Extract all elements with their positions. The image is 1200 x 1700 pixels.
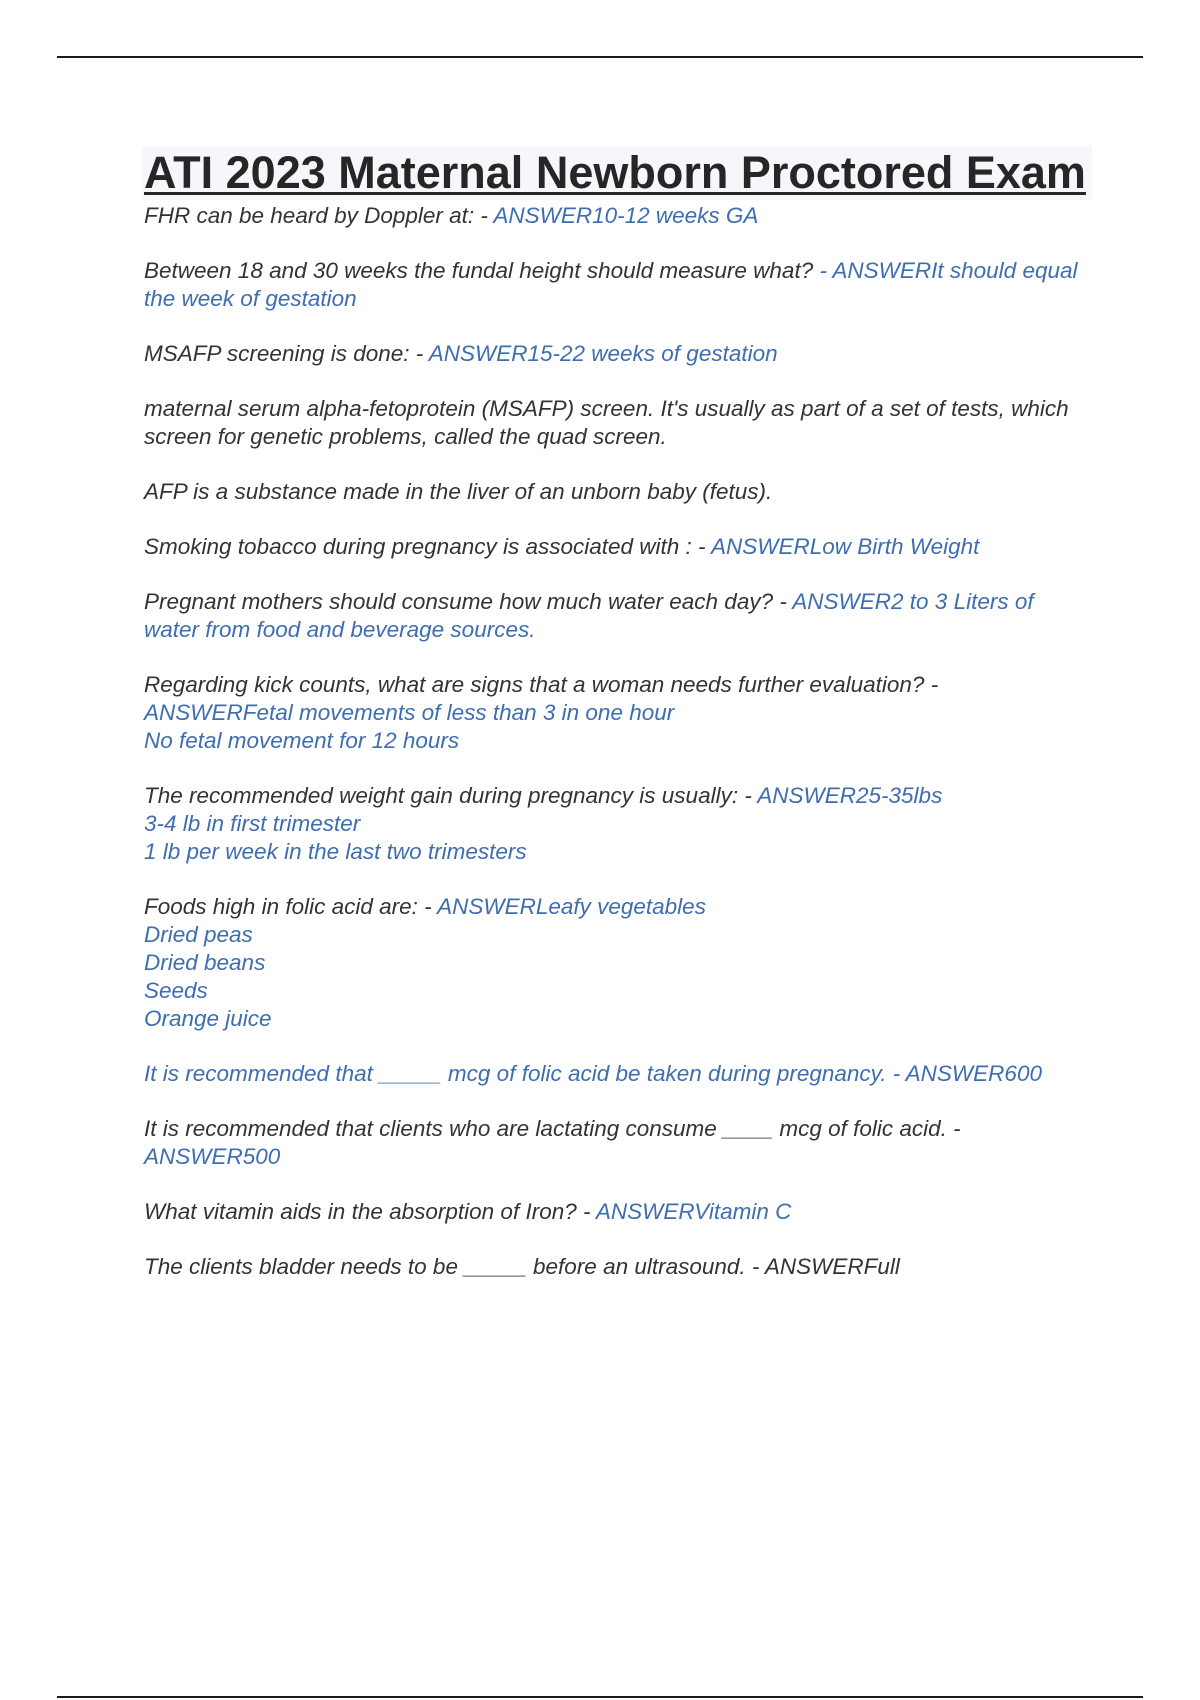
qa-item-iron-absorption	[144, 1198, 1092, 1226]
answer-text: ANSWER25-35lbs	[757, 783, 943, 808]
answer-text: ANSWERLeafy vegetables	[437, 894, 706, 919]
qa-item-msafp	[144, 340, 1092, 368]
question-text: Regarding kick counts, what are signs that a woman needs further evaluation? -	[144, 672, 939, 697]
question-text: Between 18 and 30 weeks the fundal height should measure what?	[144, 258, 820, 283]
bottom-rule	[57, 1696, 1143, 1698]
answer-text: ANSWER15-22 weeks of gestation	[428, 341, 778, 366]
top-rule	[57, 56, 1143, 58]
answer-text: ANSWERVitamin C	[595, 1199, 792, 1224]
qa-item-smoking	[144, 533, 1092, 561]
title-block	[142, 146, 1092, 200]
answer-line: Seeds	[144, 978, 208, 1003]
document-body	[144, 146, 1092, 1308]
qa-item-folic-lactating	[144, 1115, 1092, 1171]
note-text: maternal serum alpha-fetoprotein (MSAFP) screen. It's usually as part of a set of tests, which screen for genetic problems, called the quad screen.	[144, 396, 1069, 449]
qa-item-bladder-ultrasound	[144, 1253, 1092, 1281]
question-text: MSAFP screening is done: -	[144, 341, 429, 366]
answer-line: Dried peas	[144, 922, 253, 947]
qa-item-fundal-height	[144, 257, 1092, 313]
answer-text: - ANSWERIt should equal the week of gestation	[144, 258, 1078, 311]
qa-item-weight-gain	[144, 782, 1092, 866]
question-text: FHR can be heard by Doppler at: -	[144, 203, 494, 228]
note-afp-definition	[144, 478, 1092, 506]
question-text: Foods high in folic acid are: -	[144, 894, 438, 919]
answer-line: 1 lb per week in the last two trimesters	[144, 839, 527, 864]
answer-line: 3-4 lb in first trimester	[144, 811, 361, 836]
question-answer-text: The clients bladder needs to be _____ before an ultrasound. - ANSWERFull	[144, 1254, 900, 1279]
qa-item-kick-counts	[144, 671, 1092, 755]
qa-item-folic-pregnancy	[144, 1060, 1092, 1088]
answer-line: Orange juice	[144, 1006, 272, 1031]
answer-line: No fetal movement for 12 hours	[144, 728, 460, 753]
answer-text: ANSWER500	[144, 1144, 281, 1169]
question-answer-text: It is recommended that _____ mcg of folic acid be taken during pregnancy. - ANSWER600	[144, 1061, 1042, 1086]
answer-text: ANSWER10-12 weeks GA	[493, 203, 759, 228]
question-text: The recommended weight gain during pregnancy is usually: -	[144, 783, 758, 808]
answer-line: Dried beans	[144, 950, 266, 975]
answer-text: ANSWER2 to 3 Liters of water from food and beverage sources.	[144, 589, 1034, 642]
question-text: Pregnant mothers should consume how much water each day? -	[144, 589, 793, 614]
qa-item-water	[144, 588, 1092, 644]
answer-line: ANSWERFetal movements of less than 3 in one hour	[144, 700, 675, 725]
question-text: What vitamin aids in the absorption of Iron? -	[144, 1199, 596, 1224]
question-text: Smoking tobacco during pregnancy is associated with : -	[144, 534, 711, 559]
question-text: It is recommended that clients who are lactating consume ____ mcg of folic acid. -	[144, 1116, 961, 1141]
note-text: AFP is a substance made in the liver of an unborn baby (fetus).	[144, 479, 773, 504]
qa-item-fhr-doppler	[144, 202, 1092, 230]
answer-text: ANSWERLow Birth Weight	[710, 534, 980, 559]
document-title: ATI 2023 Maternal Newborn Proctored Exam	[144, 147, 1086, 198]
note-msafp-definition	[144, 395, 1092, 451]
qa-item-folic-foods	[144, 893, 1092, 1033]
